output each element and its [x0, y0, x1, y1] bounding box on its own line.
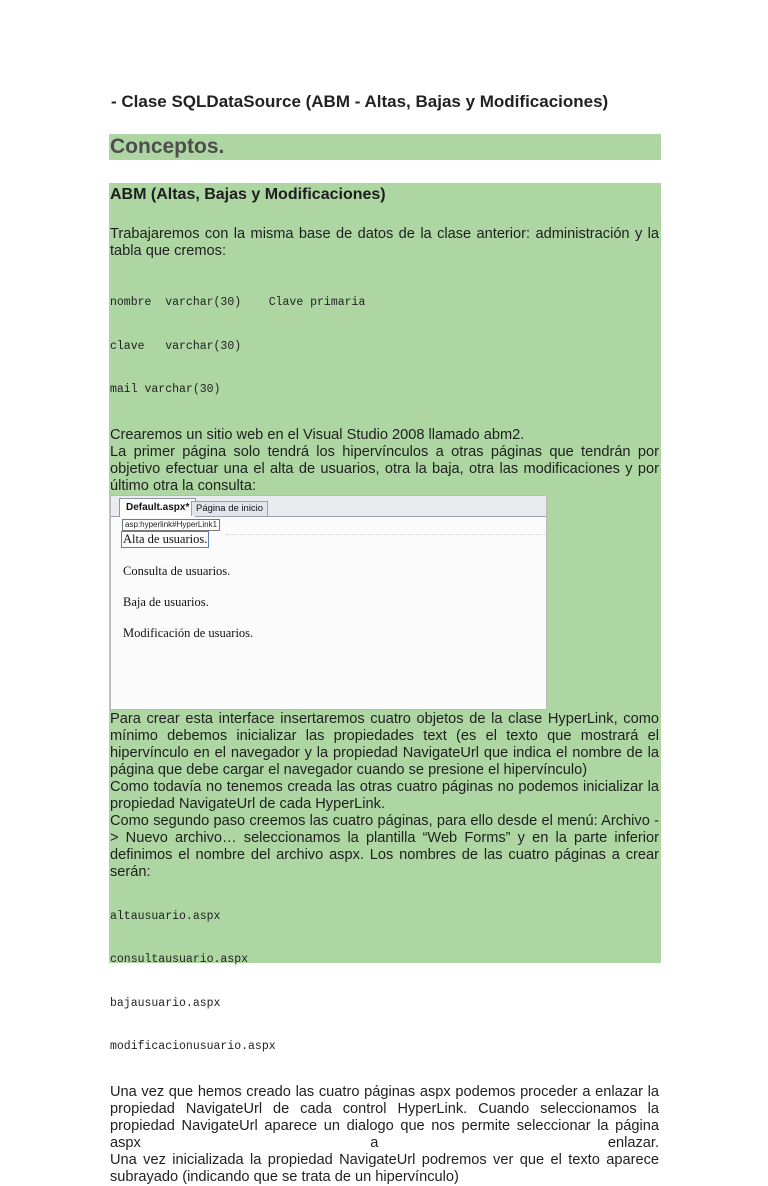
paragraph-link-pages: Una vez que hemos creado las cuatro páginas aspx podemos proceder a enlazar la propiedad NavigateUrl de cada control HyperLink. Cuando seleccionamos la propiedad NavigateUrl aparece un dialogo que nos permite seleccionar la página aspx a enlazar.	[110, 1083, 659, 1151]
section-title: Conceptos.	[110, 135, 225, 158]
document-title: - Clase SQLDataSource (ABM - Altas, Bajas y Modificaciones)	[111, 92, 609, 111]
abm-heading: ABM (Altas, Bajas y Modificaciones)	[110, 186, 386, 203]
tab-strip	[111, 496, 546, 517]
paragraph-intro: Trabajaremos con la misma base de datos de la clase anterior: administración y la tabla que cremos:	[110, 226, 659, 259]
paragraph-underlined: Una vez inicializada la propiedad NavigateUrl podremos ver que el texto aparece subrayado (indicando que se trata de un hipervínculo)	[110, 1151, 659, 1185]
hyperlink-modificacion: Modificación de usuarios.	[123, 625, 254, 640]
paragraph-site: Crearemos un sitio web en el Visual Studio 2008 llamado abm2.	[110, 426, 525, 443]
content-column	[110, 183, 659, 1186]
tab-start-page: Página de inicio	[191, 501, 268, 516]
tab-default-aspx: Default.aspx*	[119, 498, 196, 517]
hyperlink-tag: asp:hyperlink#HyperLink1	[122, 519, 220, 531]
code-line: nombre varchar(30) Clave primaria	[110, 296, 366, 309]
paragraph-no-pages: Como todavía no tenemos creada las otras cuatro páginas no podemos inicializar la propiedad NavigateUrl de cada HyperLink.	[110, 778, 659, 812]
hyperlink-consulta: Consulta de usuarios.	[123, 563, 231, 578]
code-line: clave varchar(30)	[110, 339, 242, 353]
paragraph-interface: Para crear esta interface insertaremos cuatro objetos de la clase HyperLink, como mínimo debemos inicializar las propiedades text (es el texto que mostrará el hipervínculo en el navegador y la propiedad NavigateUrl que indica el nombre de la página que debe cargar el navegador cuando se presione el hipervínculo)	[110, 710, 659, 778]
paragraph-first-page: La primer página solo tendrá los hipervínculos a otras páginas que tendrán por objetivo efectuar una el alta de usuarios, otra la baja, otra las modificaciones y por último otra la consulta:	[110, 443, 659, 494]
section-banner	[109, 134, 661, 160]
hyperlink-baja: Baja de usuarios.	[123, 594, 209, 609]
code-fields	[110, 267, 659, 427]
main-content-block	[109, 183, 661, 1185]
code-line: modificacionusuario.aspx	[110, 1040, 276, 1053]
hyperlink-alta: Alta de usuarios.	[123, 531, 208, 546]
code-line: consultausuario.aspx	[110, 953, 249, 966]
code-line: mail varchar(30)	[110, 383, 221, 396]
code-line: altausuario.aspx	[110, 909, 221, 923]
paragraph-second-step: Como segundo paso creemos las cuatro páginas, para ello desde el menú: Archivo -> Nuevo archivo… seleccionamos la plantilla “Web Forms” y en la parte inferior definimos el nombre del archivo aspx. Los nombres de las cuatro páginas a crear serán:	[110, 812, 659, 880]
designer-screenshot	[110, 495, 547, 710]
code-line: bajausuario.aspx	[110, 996, 221, 1010]
design-guide-line	[225, 534, 545, 535]
code-file-names	[110, 881, 659, 1084]
